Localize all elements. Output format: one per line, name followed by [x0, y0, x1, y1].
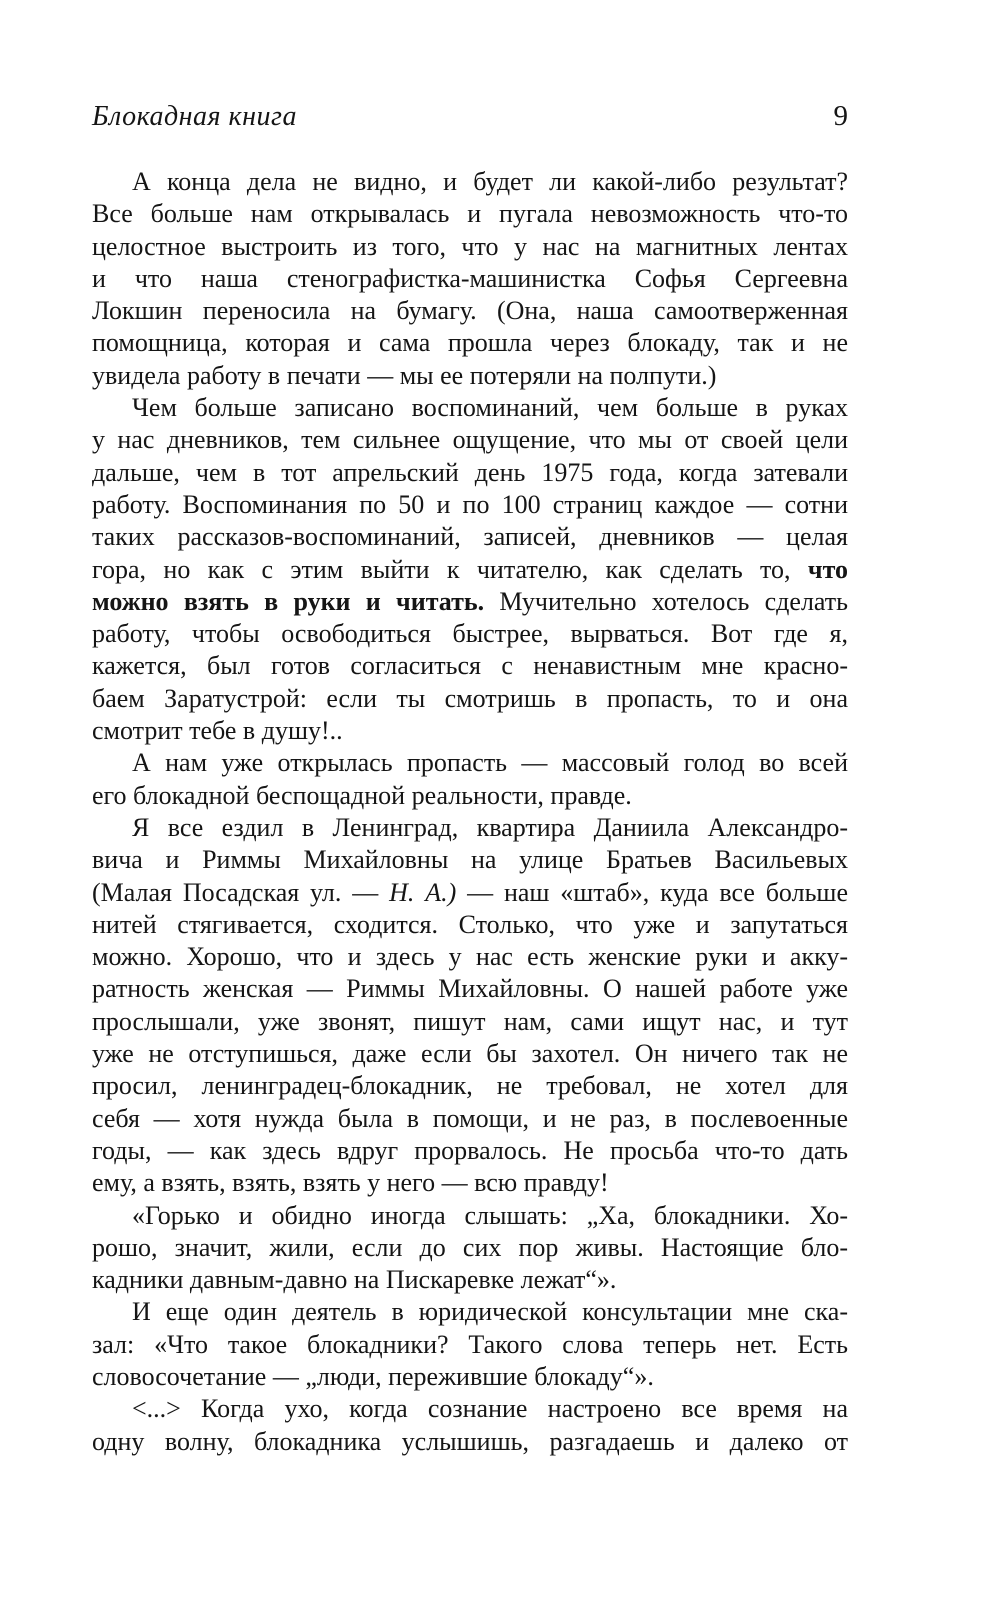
- text-line: [92, 554, 848, 586]
- text-line: [92, 1038, 848, 1070]
- text-line: [92, 715, 848, 747]
- paragraph: [92, 747, 848, 812]
- text-segment: и что наша стенографистка-машинистка Софья Сергеевна: [92, 263, 848, 293]
- page-body: [92, 166, 848, 1458]
- text-line: [92, 1393, 848, 1425]
- text-line: [92, 1232, 848, 1264]
- text-line: [92, 650, 848, 682]
- text-line: [92, 618, 848, 650]
- text-line: [92, 1006, 848, 1038]
- text-segment: кадники давным-давно на Пискаревке лежат“».: [92, 1265, 617, 1295]
- text-segment: рошо, значит, жили, если до сих пор живы. Настоящие бло-: [92, 1232, 848, 1262]
- text-segment: увидела работу в печати — мы ее потеряли на полпути.): [92, 360, 717, 390]
- text-line: [92, 360, 848, 392]
- text-segment: кажется, был готов согласиться с ненавистным мне красно-: [92, 651, 848, 681]
- paragraph: [92, 166, 848, 392]
- text-segment: А конца дела не видно, и будет ли какой-либо результат?: [132, 167, 848, 196]
- text-line: [92, 521, 848, 553]
- text-line: [92, 812, 848, 844]
- text-line: [92, 586, 848, 618]
- text-segment: дальше, чем в тот апрельский день 1975 года, когда затевали: [92, 457, 848, 487]
- text-line: [92, 941, 848, 973]
- text-segment: уже не отступишься, даже если бы захотел. Он ничего так не: [92, 1039, 848, 1069]
- text-line: [92, 1167, 848, 1199]
- text-line: [92, 780, 848, 812]
- text-segment: просил, ленинградец-блокадник, не требовал, не хотел для: [92, 1071, 848, 1101]
- text-line: [92, 877, 848, 909]
- text-segment: Все больше нам открывалась и пугала невозможность что-то: [92, 199, 848, 229]
- text-segment: помощница, которая и сама прошла через блокаду, так и не: [92, 328, 848, 358]
- text-segment: Мучительно хотелось сделать: [484, 586, 848, 616]
- text-segment: ратность женская — Риммы Михайловны. О нашей работе уже: [92, 974, 848, 1004]
- running-header-title: Блокадная книга: [92, 101, 297, 132]
- text-segment: <...> Когда ухо, когда сознание настроено все время на: [132, 1394, 848, 1424]
- text-line: [92, 1426, 848, 1458]
- paragraph: [92, 1200, 848, 1297]
- text-line: [92, 1135, 848, 1167]
- text-line: [92, 166, 848, 198]
- text-segment: одну волну, блокадника услышишь, разгадаешь и далеко от: [92, 1426, 848, 1456]
- text-segment: Я все ездил в Ленинград, квартира Даниила Александро-: [132, 812, 848, 842]
- text-segment: А нам уже открылась пропасть — массовый голод во всей: [132, 748, 848, 778]
- text-line: [92, 392, 848, 424]
- text-segment: годы, — как здесь вдруг прорвалось. Не просьба что-то дать: [92, 1135, 848, 1165]
- text-segment: себя — хотя нужда была в помощи, и не раз, в послевоенные: [92, 1103, 848, 1133]
- text-segment: ему, а взять, взять, взять у него — всю правду!: [92, 1168, 609, 1198]
- paragraph: [92, 392, 848, 747]
- text-segment: «Горько и обидно иногда слышать: „Ха, блокадники. Хо-: [132, 1200, 848, 1230]
- text-segment: его блокадной беспощадной реальности, правде.: [92, 780, 632, 810]
- text-segment: смотрит тебе в душу!..: [92, 716, 343, 746]
- text-line: [92, 683, 848, 715]
- text-line: [92, 263, 848, 295]
- text-line: [92, 424, 848, 456]
- text-line: [92, 1361, 848, 1393]
- text-segment: Локшин переносила на бумагу. (Она, наша самоотверженная: [92, 296, 848, 326]
- text-segment: — наш «штаб», куда все больше: [456, 877, 848, 907]
- text-segment: у нас дневников, тем сильнее ощущение, что мы от своей цели: [92, 425, 848, 455]
- text-segment: работу. Воспоминания по 50 и по 100 страниц каждое — сотни: [92, 489, 848, 519]
- paragraph: [92, 1296, 848, 1393]
- text-segment: прослышали, уже звонят, пишут нам, сами ищут нас, и тут: [92, 1006, 848, 1036]
- text-segment: словосочетание — „люди, пережившие блокаду“».: [92, 1361, 654, 1391]
- text-line: [92, 747, 848, 779]
- text-segment: гора, но как с этим выйти к читателю, как сделать то,: [92, 554, 808, 584]
- text-segment: работу, чтобы освободиться быстрее, вырваться. Вот где я,: [92, 619, 848, 649]
- text-segment: таких рассказов-воспоминаний, записей, дневников — целая: [92, 522, 848, 552]
- italic-text: Н. А.): [389, 877, 457, 907]
- text-line: [92, 231, 848, 263]
- text-line: [92, 1264, 848, 1296]
- text-line: [92, 1103, 848, 1135]
- text-line: [92, 198, 848, 230]
- text-segment: зал: «Что такое блокадники? Такого слова теперь нет. Есть: [92, 1329, 848, 1359]
- bold-text: что: [807, 554, 848, 584]
- text-line: [92, 1070, 848, 1102]
- running-header: [92, 100, 848, 140]
- text-line: [92, 295, 848, 327]
- bold-text: можно взять в руки и читать.: [92, 586, 485, 616]
- text-segment: целостное выстроить из того, что у нас на магнитных лентах: [92, 231, 848, 261]
- text-line: [92, 457, 848, 489]
- text-line: [92, 973, 848, 1005]
- page-number: 9: [833, 100, 848, 132]
- text-segment: (Малая Посадская ул. —: [92, 877, 390, 907]
- paragraph: [92, 812, 848, 1200]
- text-line: [92, 489, 848, 521]
- text-line: [92, 327, 848, 359]
- text-line: [92, 844, 848, 876]
- text-segment: вича и Риммы Михайловны на улице Братьев Васильевых: [92, 845, 848, 875]
- text-segment: И еще один деятель в юридической консультации мне ска-: [132, 1297, 848, 1327]
- text-line: [92, 909, 848, 941]
- text-segment: Чем больше записано воспоминаний, чем больше в руках: [132, 393, 848, 423]
- text-line: [92, 1200, 848, 1232]
- text-line: [92, 1329, 848, 1361]
- text-segment: нитей стягивается, сходится. Столько, что уже и запутаться: [92, 909, 848, 939]
- text-line: [92, 1296, 848, 1328]
- paragraph: [92, 1393, 848, 1458]
- text-segment: баем Заратустрой: если ты смотришь в пропасть, то и она: [92, 683, 848, 713]
- text-segment: можно. Хорошо, что и здесь у нас есть женские руки и акку-: [92, 942, 848, 972]
